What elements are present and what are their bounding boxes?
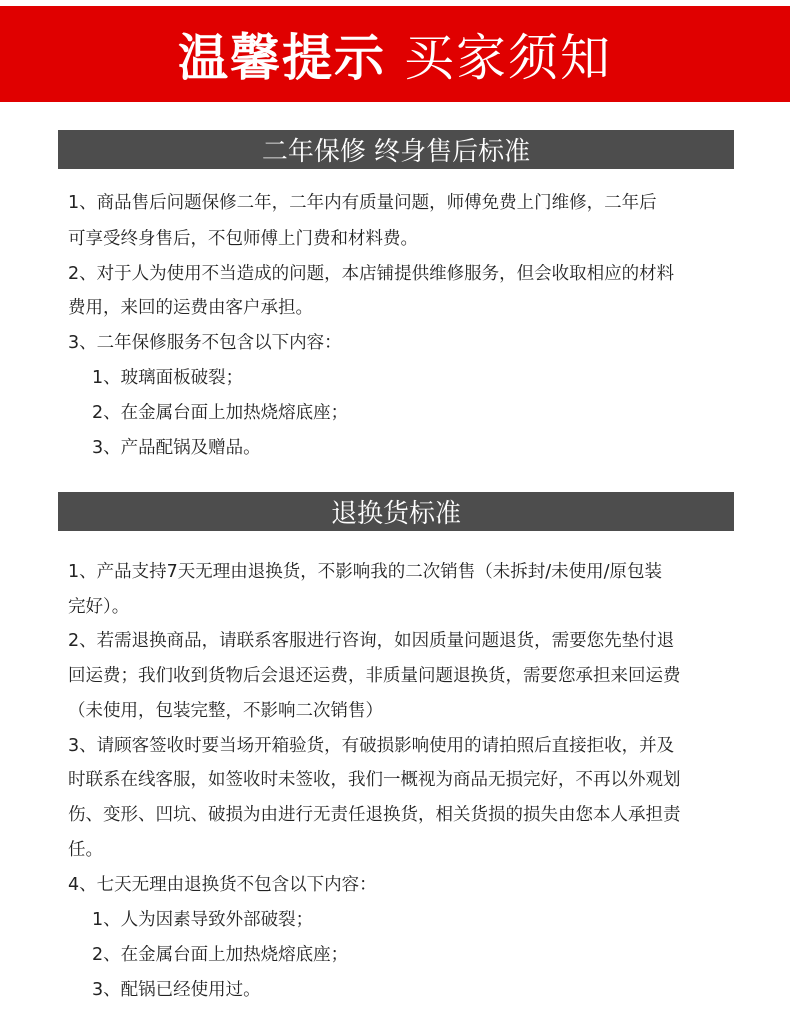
- text-line: 完好）。: [68, 597, 130, 617]
- header-banner: [0, 6, 790, 102]
- text-line: （未使用，包装完整，不影响二次销售）: [68, 701, 383, 721]
- text-line: 4、七天无理由退换货不包含以下内容：: [68, 875, 377, 895]
- banner-title-light: 买家须知: [404, 29, 612, 87]
- section-heading-returns: 退换货标准: [58, 492, 734, 531]
- text-line: 费用，来回的运费由客户承担。: [68, 298, 313, 318]
- text-line: 3、配锅已经使用过。: [92, 980, 261, 1000]
- section-heading-warranty: 二年保修 终身售后标准: [58, 130, 734, 169]
- text-line: 回运费；我们收到货物后会退还运费，非质量问题退换货，需要您承担来回运费: [68, 666, 681, 686]
- text-line: 2、对于人为使用不当造成的问题，本店铺提供维修服务，但会收取相应的材料: [68, 264, 675, 284]
- banner-title-bold: 温馨提示: [178, 29, 386, 87]
- text-line: 2、在金属台面上加热烧熔底座；: [92, 945, 349, 965]
- text-line: 1、产品支持7天无理由退换货，不影响我的二次销售（未拆封/未使用/原包装: [68, 562, 663, 582]
- text-line: 1、人为因素导致外部破裂；: [92, 910, 314, 930]
- text-line: 2、若需退换商品，请联系客服进行咨询，如因质量问题退货，需要您先垫付退: [68, 631, 675, 651]
- text-line: 伤、变形、凹坑、破损为由进行无责任退换货，相关货损的损失由您本人承担责: [68, 805, 681, 825]
- text-line: 时联系在线客服，如签收时未签收，我们一概视为商品无损完好，不再以外观划: [68, 770, 681, 790]
- text-line: 3、二年保修服务不包含以下内容：: [68, 333, 342, 353]
- text-line: 3、产品配锅及赠品。: [92, 438, 261, 458]
- text-line: 任。: [68, 840, 103, 860]
- text-line: 1、玻璃面板破裂；: [92, 368, 244, 388]
- text-line: 1、商品售后问题保修二年，二年内有质量问题，师傅免费上门维修，二年后: [68, 193, 657, 213]
- text-line: 3、请顾客签收时要当场开箱验货，有破损影响使用的请拍照后直接拒收，并及: [68, 736, 675, 756]
- text-line: 2、在金属台面上加热烧熔底座；: [92, 403, 349, 423]
- text-line: 可享受终身售后，不包师傅上门费和材料费。: [68, 229, 418, 249]
